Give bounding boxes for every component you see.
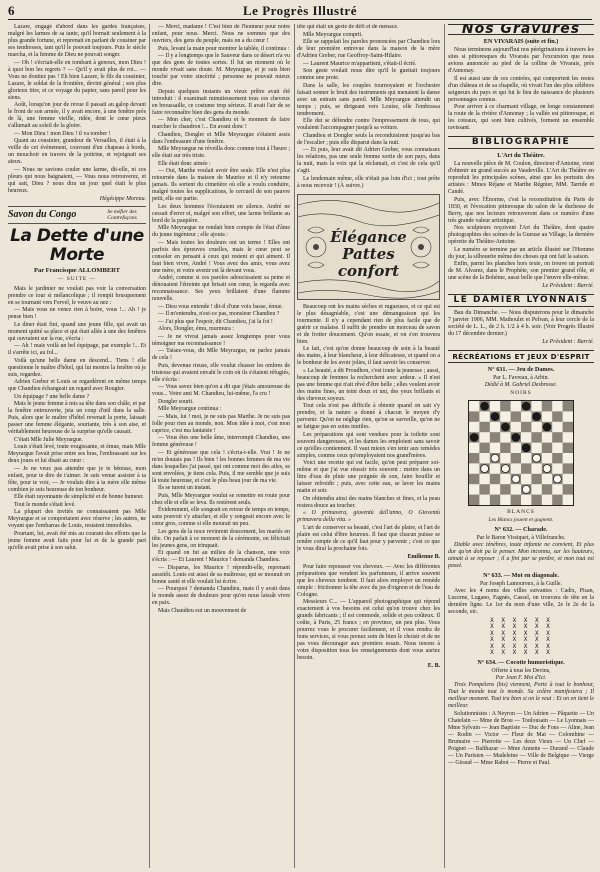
board-square (500, 401, 510, 411)
paragraph: Puis, levant la main pour montrer la tablée, il continua : (158, 45, 290, 52)
paragraph: — Ah ! mais voilà un bel équipage, par exemple !... Et il s'arrête ici, au fol... (8, 343, 146, 356)
masthead (8, 2, 592, 20)
paragraph: L'art de conserver sa beauté, c'est l'art de plaire, et l'art de plaire est celui d'être heureux. Il faut que chacun puisse se rendre compte de ce qu'il faut pour y parvenir ; c'est ce que je vous dirai la prochaine fois. (297, 524, 440, 552)
black-piece (543, 423, 551, 431)
board-square (500, 484, 510, 494)
paragraph: La nouvelle pièce de M. Coulon, directeur d'Antoine, vient d'obtenir un grand succès au Vaudeville. L'Art du Théâtre en reproduit les principales scènes, ainsi que les portraits des artistes : Mmes Réjane et Marthe Régnier, MM. Tarride et Candé. (448, 161, 594, 195)
paragraph: « O primavera, gioventù dell'anno, O Gioventù primavera della vita. » (297, 510, 440, 523)
board-square (531, 432, 541, 442)
board-square (531, 495, 541, 505)
diagonal-word-grid (490, 618, 552, 656)
board-square (521, 422, 531, 432)
paragraph: Mais Chandieu eut un mouvement de (158, 607, 247, 614)
paragraph: — Il m'entendra, n'est-ce pas, monsieur Chandieu ? (158, 311, 280, 317)
column-rule (444, 24, 445, 868)
black-piece (512, 433, 520, 441)
board-square (552, 453, 562, 463)
page-number: 6 (8, 2, 15, 18)
column-2 (152, 24, 290, 868)
paragraph: — Nous ne savions couler une larme, dit-elle, ni ces pleurs qui nous baignaient, — Vous nous retrouverez, et qui sait, Dieu ? nous dira un jour quel était le plus heureux. (8, 166, 146, 194)
paragraph: — Pourquoi ? demanda Chandieu, mais il y avait dans le monde assez de douleurs pour qu'on nous laissât vivre en paix. (152, 586, 290, 606)
author-signature: Le Président : Barrié. (542, 339, 594, 345)
board-square (479, 443, 489, 453)
paragraph: La plupart des invités ne connaissaient pas Mlle Meyrargue et se comportaient avec réserve ; les autres, ne voyant que l'embarras de Louis, restaient immobiles. (8, 509, 146, 529)
board-square (500, 443, 510, 453)
paragraph: Puis, avec l'Énorme, c'est la reconstitution du Paris de 1830, et l'évocation pittoresque du salon de la duchesse de Berry, que nos lecteurs retrouveront dans ce numéro d'une très grande valeur artistique. (448, 196, 594, 224)
paragraph: Elle dut se défendre contre l'empressement de tous, qui voulaient l'accompagner jusqu'à sa voiture. (297, 118, 440, 131)
section-title-recreations: RÉCRÉATIONS ET JEUX D'ESPRIT (448, 350, 594, 363)
board-square (542, 401, 552, 411)
paragraph: Le fait, c'est qu'on donne beaucoup de soin à la beauté des mains, à leur blancheur, à leur délicatesse, et quand on a le bonheur de les avoir jolies, il faut savoir les conserver. (297, 346, 440, 366)
problem-note: Dédié à M. Gabriel Desbrosse. (484, 382, 558, 388)
section-title-damier: LE DAMIER LYONNAIS (448, 294, 594, 307)
paragraph: Chandieu, Dongler et Mlle Meyrargue s'étaient assis dans l'embrasure d'une fenêtre. (152, 131, 290, 145)
paragraph: Ils se turent un instant. (158, 485, 212, 491)
paragraph: André, comme si ces paroles adoucissaient sa peine et dénouaient l'étreinte qui brisait son cœur, la regarda avec reconnaissance. Ses yeux brillaient d'une flamme nouvelle. (152, 275, 290, 302)
paragraph: — Mon Dieu ! mon Dieu ! il va tomber ! (14, 130, 111, 137)
paragraph: — Disparus, les Maurice ! répondit-elle, reprenant aussitôt. Louis est aussi de sa maîtresse, qui se mourait en bonne santé et elle voulait lui écrire. (152, 564, 290, 585)
board-caption: Les Blancs jouent et gagnent. (488, 517, 554, 523)
column-1 (8, 24, 146, 868)
paragraph: « La beauté, a dit Proudhon, c'est toute la jeunesse ; aussi, beaucoup de femmes la recherchent avec ardeur. » Il n'est pas une femme qui n'ait rêvé d'être belle ; elles veulent avoir des mains fines, un teint doux et uni, des yeux brillants et des cheveux soyeux. (297, 367, 440, 402)
white-piece (481, 465, 489, 473)
paragraph: — Je ne vivrai jamais assez longtemps pour vous témoigner ma reconnaissance ! (152, 333, 290, 347)
paragraph: Puis, Mlle Meyrargue voulut se remettre en route pour chez elle et elle se leva. Ils restèrent seuls. (152, 492, 290, 506)
author-signature: Le Président : Barrié. (542, 283, 594, 289)
paragraph: Elle était rayonnante de simplicité et de bonne humeur. (14, 494, 144, 500)
paragraph: — Et généreuse que cela ! s'écria-t-elle. Vrai ! Je ne m'en doutais pas ! Ils bien ! les bonnes femmes de ma vie dans lesquelles j'ai passé, qui ont comme moi des ailes, se sont envolées, je tiens cela. Puis, il me semble que je suis là toute heureuse, et c'est le plus beau jour de ma vie. (152, 449, 290, 484)
advert-text: Élégance Pattes confort (330, 227, 407, 280)
bibliographie-subtitle: L'Art du Théâtre. (497, 152, 545, 159)
grid-row: X X X X X X (490, 649, 552, 657)
paragraph: Bau du Dimanche. — Nous disputerons pour le dimanche 7 janvier 1906, MM. Mathoulet et Pelvan, à leur cercle de la société de L. L., de 2 h. 1/2 à 4 h. soir. (Voir Progrès Illustré du 17 décembre dernier.) (448, 310, 594, 337)
newspaper-title: Le Progrès Illustré (243, 2, 357, 18)
paragraph: Enfin, parmi les planches hors texte, on trouve un portrait de M. Alvarez, dans le Prophète, son premier grand rôle, et une scène de la Bohème, aussi belle que l'œuvre elle-même. (448, 261, 594, 281)
paragraph: Elle était donc aimée : (158, 160, 211, 167)
board-square (469, 474, 479, 484)
paragraph: — Mais, lui ! moi, je ne suis pas Marthe. Je ne suis pas folle pour rien au monde, non. Mon idée à moi, c'est mon caprice, c'est ma fantaisie ! (152, 413, 290, 434)
board-square (563, 401, 573, 411)
board-square (531, 474, 541, 484)
savon-brand: Savon du Congo (8, 209, 77, 220)
paragraph: Quant au cousinier, grandeur de Versailles, il était à la veille de cet événement, couvrant d'un chapeau à bords, un mouchoir en travers de la poitrine, et rejoignait ses aïeux. (8, 138, 146, 165)
draughts-board-grid (468, 400, 574, 506)
paragraph: Nous terminons aujourd'hui nos pérégrinations à travers les sites si pittoresques du Vivarais par l'excursion que nous avions annoncée au pied de la colline de Vivarais, près d'Annonay. (448, 47, 594, 74)
problem-number: N° 634. — Cocotte humoristique. (477, 659, 565, 667)
board-square (563, 443, 573, 453)
black-piece (533, 413, 541, 421)
section-title-gravures: Nos Gravures (448, 24, 594, 35)
serial-byline: Par Francisque ALLOMBERT (34, 266, 120, 274)
paragraph: Lazare, engagé d'abord dans les gardes françaises, malgré les larmes de sa tante, qu'il bornait seulement à la plus grande fortune, et reprenait en parlant de cousiner par ses tendresses, tant qu'il le pouvait toujours. Puis le siècle marcha, et la femme de Dieu ne pouvait songer. (8, 24, 146, 58)
board-square (563, 422, 573, 432)
paragraph: Son geste voulait nous dire qu'il le guettait toujours comme une proie. (297, 68, 440, 81)
paragraph: Voici une recette qui est facile, qu'on peut préparer soi-même et que j'ai vue réussir très souvent : mettre dans un litre d'eau de pluie une poignée de son, faire bouillir et laisser refroidir ; puis, avec cette eau, se laver les mains matin et soir. (297, 460, 440, 494)
paragraph: Depuis quelques instants un vieux prêtre avait été introduit : il examinait minutieusement tous ces cheveux en broussaille, ce costume trop sérieux. Il avait l'air de se faire reconnaître bien des gens du monde. (152, 88, 290, 116)
paragraph: Mlle Meyrargue comprit. (303, 31, 363, 38)
column-4 (448, 24, 594, 868)
paragraph: Tout le monde s'était levé. (14, 501, 76, 508)
paragraph: tête qui était un geste de défi et de menace. (297, 24, 399, 30)
board-label-bottom: BLANCS (507, 509, 535, 515)
grid-row: X X X X X X (490, 642, 552, 650)
white-piece (543, 465, 551, 473)
poem-prose-block (8, 24, 146, 195)
paragraph: — Taisez-vous, dit Mlle Meyrargue, ne parlez jamais de cela ! (152, 348, 290, 361)
paragraph: Mlle Meyrargue ne réveilla donc comme tout à l'heure ; elle était sur très triste. (152, 146, 290, 159)
paragraph: Puis, devenue rieuse, elle voulut chasser les ombres de tristesse qui avaient envahi le coin où ils s'étaient réfugiés, elle s'écria : (152, 362, 290, 383)
paragraph: Tout cela n'est pas difficile à obtenir quand on sait s'y prendre, et la nature a donné à chacun le moyen d'y parvenir. Qu'on ne néglige rien, qu'on se surveille, qu'on ne se fatigue pas en soins inutiles. (297, 403, 440, 430)
savon-note: Se méfier des Contrefaçons (107, 208, 137, 221)
author-signature: E. B. (427, 663, 440, 669)
paragraph: — Mais toutes les douleurs ont un terme ! Elles ont parfois des épreuves cruelles, mais le cœur peut se consoler en pensant à ceux qui restent et qui aiment. Il faut bien vivre, André ! Vous avez des amis, vous avez une mère, et votre avenir est là devant vous. (152, 239, 290, 274)
board-label-top: NOIRS (510, 390, 532, 396)
board-square (552, 432, 562, 442)
black-piece (491, 413, 499, 421)
column-3 (297, 24, 440, 868)
board-square (511, 411, 521, 421)
white-piece (491, 454, 499, 462)
paragraph: — J'ai plus que l'espoir, dit Chandieu, j'ai la foi ! (158, 318, 273, 325)
paragraph: Alors, Dongler, ému, murmura : (158, 326, 234, 332)
paragraph: — Oh ! s'écriait-elle en tombant à genoux, mon Dieu ! à quoi bon les regrets ? — Qu'il y avait plus de roi... — Vous ne doutiez pas ! Eh bien Lazare, le fils du cousinier, Lazare, le soldat de la frontière, devint général ; son plus glorieux titre, et ce voyage du papier, sans pareil pour les siens. (8, 59, 146, 101)
problem-author: Par Jean F. Moi d'Ici. (495, 675, 547, 682)
paragraph: Mais le jeune femme à mis sa tête dans son châle, et par la fenêtre entrouverte, jeta un coup d'œil dans la salle. Puis, alors que le maître d'hôtel revenait la porte, laissait passer une femme élégante, souriante, très à son aise, et véritablement heureuse de la surprise qu'elle causait. (8, 401, 146, 435)
problem-author: Offerte à tous les Devins, (491, 668, 551, 675)
paragraph: Les deux hommes l'écoutaient en silence. André ne cessait d'errer et, malgré son effort, une larme brûlante au bord de la paupière. (152, 203, 290, 224)
paragraph: — Il y a longtemps que le Sauveur dans ce désert n'a vu que des gens de toutes sortes. Il fut un moment où le monde vivait sans doute. M. Meyrargue, et je suis bien touché par votre sincérité ; personne ne pouvait mieux dire. (152, 53, 290, 87)
paragraph: — Mon cher, c'est Chandieu et le moment de faire marcher le chaudron !... En avant donc ! (152, 117, 290, 130)
paragraph: Avec les 4 noms des villes suivantes : Cadix, Pisan, Lucerne, Lugano, Fagnès, Cassel, on trouvera de tête en la dernière ligne. Le 1er du nom d'une ville, 2e le 2e de la seconde, etc. (448, 588, 594, 615)
board-square (563, 463, 573, 473)
problem-number: N° 632. — Charade. (494, 526, 548, 533)
white-piece (501, 465, 509, 473)
board-square (469, 453, 479, 463)
paragraph: Le numéro se termine par un article illustré sur l'Homme du jour, la silhouette même des choses qui ont fait la saison. (448, 246, 594, 260)
grid-row: X X X X X X (490, 623, 552, 631)
board-square (469, 411, 479, 421)
serial-part: — SUITE — (57, 275, 97, 282)
board-square (490, 474, 500, 484)
board-square (552, 411, 562, 421)
paragraph: Mlle Meyrargue continua : (158, 406, 222, 412)
paragraph: — Mais vous ne venez rien à boire, vous !... Ah ! je pense bien ! (8, 307, 146, 320)
paragraph: — Oui, Marthe voulait avoir être seule. Elle n'est plus retournée dans la maison de Maurice et il n'y retourne jamais. Ils sortent du cimetière où elle a voulu conduire, malgré toutes les supplications, le cercueil de son pauvre petit, elle est partie. (152, 168, 290, 202)
paragraph: Pour arriver à ce charmant village, on longe constamment la route de la rivière d'Annonay ; la vallée est pittoresque, et les coteaux, qui sont bien cultivés, forment un ensemble ravissant. (448, 104, 594, 131)
paragraph: Il est aussi une de ces contrées, qui comportent les restes d'un château et de sa chapelle, où vivait l'un des plus célèbres seigneurs du pays et qui fut le lieu de naissance de plusieurs personnages connus. (448, 75, 594, 103)
paragraph: Le lendemain même, elle n'était pas loin d'ici ; tout prête à nous recevoir ! (À suivre.) (297, 175, 440, 189)
white-piece (533, 454, 541, 462)
paragraph: Évidemment, elle songeait en retour de temps en temps, sans pouvoir s'y attacher, et elle y songeait encore avec le cœur gros, comme si elle mourait un peu. (152, 507, 290, 527)
paragraph: Dongler sourit. (158, 398, 194, 405)
paragraph: Mais le jardinier ne voulait pas voir la conversation prendre ce tour si mélancolique ; il rompit brusquement en se tournant vers Fervel, le veuve au nez : (8, 285, 146, 306)
paragraph: C'était Mlle Julie Meyrargue. (14, 436, 84, 443)
author-signature: Emilienne B. (407, 553, 440, 560)
paragraph: On obtiendra ainsi des mains blanches et fines, et la peau restera douce au toucher. (297, 495, 440, 509)
grid-row: X X X X X X (490, 617, 552, 624)
grid-row: X X X X X X (490, 629, 552, 637)
board-square (469, 495, 479, 505)
problem-author: Par le Baron Vissiquet, à Villefranche. (476, 535, 566, 541)
paragraph: Solutionnistes : A Neyron — Un Adrien — Pâquette — Un Chatelain — Mme de Brou — Toulousain — Le Lyonnais — Mme Sylvain — Jean Baptiste — Duc de Fons — Aline, Jean — Rodin — Victor — Fleur de Mai — Colombine — Brumaire — Pierrette — Les deux Vieux — Un Chef — Poignet — Balthazar — Mme Annette — Durand — Claude — Un Parisien — Madeleine — Ville de Belgique — Vierge — Giraud — Mme Rabot — Pierre et Paul. (448, 710, 594, 766)
paragraph: Diable avec ténèbres, toute infamie ne convient, Et plus dur qu'on doit pu le penser. Mon inconnu, sur les hauteurs, aimait à se reposer ; il a fini par se perdre, et mon tout est passé. (448, 542, 594, 569)
grid-row: X X X X X X (490, 636, 552, 644)
paragraph: Pourtant, lui, avait été mis au courant des efforts que la jeune femme avait faits pour lui et de la grande part qu'elle avait prise à son salut. (8, 530, 146, 551)
paragraph: Mlle Meyrargue ne rendait bien compte de l'état d'âme du jeune ingénieur ; elle ajouta : (152, 225, 290, 238)
section-title-bibliographie: BIBLIOGRAPHIE (448, 136, 594, 149)
paragraph: Adrien Greber et Louis se regardèrent en même temps que Chandieu échangeait un regard avec Rougier. (8, 379, 146, 392)
paragraph: — Merci, madame ! C'est bien de l'honneur pour notre enfant, pour nous. Merci. Nous ne sommes que des ouvriers, des gens du peuple, mais on a du cœur ! (152, 24, 290, 44)
paragraph: Messieurs C... — L'appareil photographique qui répond exactement à vos besoins est celui qu'on trouve chez les grands fabricants ; il est commode, solide et peu coûteux. Il coûte, à Paris, 25 francs ; en province, un peu plus. Vous pourrez vous le procurer facilement, et il vous rendra de bons services, si vous prenez soin de bien le choisir et de ne pas vous décourager aux premiers essais. Nous tenons à votre disposition tous les renseignements dont vous auriez besoin. (297, 599, 440, 661)
paragraph: Un équipage ? une belle dame ? (14, 393, 90, 400)
board-square (479, 484, 489, 494)
board-square (511, 453, 521, 463)
paragraph: Trois Pompéiens (bis) viennent, Porte à tout le bonheur, Tout le monde tout le monde. Sa colère manifestera ; Il meilleur moment. Tout ira bien si on le veut : Et on en tient le meilleur. (448, 682, 594, 710)
paragraph: Louis s'était levé, toute rougissante, et émue, mais Mlle Meyrargue l'avait prise entre ses bras, l'embrassant sur les deux joues et lui disait au cœur : (8, 444, 146, 464)
problem-author: Par Joseph Lamouroux, à la Guille. (480, 581, 562, 587)
black-piece (470, 433, 478, 441)
paragraph: Chandieu et Dongler seuls la reconduisirent jusqu'au bas de l'escalier ; puis elle disparut dans la nuit. (297, 132, 440, 146)
board-square (479, 422, 489, 432)
board-square (542, 443, 552, 453)
paragraph: — Dieu vous entende ! dit-il d'une voix basse, émue. (158, 303, 283, 310)
white-piece (553, 475, 561, 483)
column-rule (294, 24, 295, 868)
board-square (542, 484, 552, 494)
paragraph: Nos sculpteurs reçoivent l'Art du Théâtre, dont quatre photographies des scènes de la Gueuse au Village, la dernière opérette du Théâtre-Antoine. (448, 225, 594, 245)
paragraph: Voilà qu'une belle dame en descend... Tiens ! elle questionne le maître d'hôtel, qui lui montre la fenêtre où je suis, regardez. (8, 357, 146, 378)
paragraph: — Je ne veux pas attendre que je te bénisse, mon enfant, pour te dire de t'aimer. Je suis venue assister à ta fête, pour te voir, — Je voulais dire à ta mère elle même combien je suis heureuse de ton bonheur. (8, 465, 146, 493)
savon-advert (8, 206, 146, 224)
paragraph: — Laurent Maurice m'appartient, s'était-il écrié. (303, 60, 417, 67)
board-square (490, 432, 500, 442)
black-piece (501, 423, 509, 431)
paragraph: Août, lorsqu'on jour de revue il passait au galop devant le front de son armée, il y avait encore, à une fenêtre près de là, une femme vieille, ridée, dont le cœur pieux s'allumait au soleil de la gloire. (8, 102, 146, 129)
paragraph: Elle se rappelait les paroles prononcées par Chandieu lors de leur première entrevue dans la maison de la mère d'Adrien Greber, rue Geoffroy-Saint-Hilaire. (297, 39, 440, 59)
serial-title: La Dette d'une Morte (10, 225, 144, 265)
paragraph: Beaucoup ont les mains sèches et rugueuses, et ce qui est le plus désagréable, c'est une démangeaison qui les tourmente. Il n'y a cependant rien de plus facile que de guérir ce malaise. Il suffit de prendre un morceau de savon et de frotter doucement. Qu'on essaie, et on s'en trouvera bien. (297, 303, 440, 345)
gravures-subtitle: EN VIVARAIS (suite et fin.) (483, 38, 559, 45)
problem-number: N° 633. — Mot en diagonale. (483, 572, 559, 579)
problem-author: Par L. Favreau, à Arbin. (493, 375, 549, 381)
board-square (511, 495, 521, 505)
black-piece (522, 402, 530, 410)
white-piece (522, 485, 530, 493)
problem-number: N° 631. — Jeu de Dames. (487, 366, 555, 373)
board-square (521, 463, 531, 473)
elegance-confort-advert (297, 194, 440, 300)
board-square (490, 495, 500, 505)
paragraph: Pour faire repousser vos cheveux. — Avec les différentes préparations que vendent les parfumeurs, il arrive souvent que les cheveux tombent. Il faut alors employer un remède simple : frictionner la tête avec du jus d'oignon et de l'eau de Cologne. (297, 563, 440, 598)
paragraph: — Vous savez bien qu'on a dit que j'étais amoureuse de vous... Votre ami M. Chandieu, lui-même, l'a cru ! (152, 384, 290, 397)
paragraph: Les préparations qui sont vendues pour la toilette sont souvent dangereuses, et les dames les emploient sans savoir ce qu'elles contiennent. Il vaut mieux s'en tenir aux remèdes simples, comme ceux qu'employaient nos grand'mères. (297, 431, 440, 459)
paragraph: Les gens de la noce revinrent doucement, les mariés en tête. On parlait à ce moment de la cérémonie, on félicitait les jeunes gens, on trinquait. (152, 528, 290, 549)
white-piece (512, 475, 520, 483)
board-square (563, 484, 573, 494)
column-rule (149, 24, 150, 868)
paragraph: Dans la salle, les couples tournoyaient et l'orchestre faisait sonner le bruit des instruments qui menaient la danse avec un entrain sans pareil. Mlle Meyrargue attendit un temps ; puis, se dirigeant vers Louise, elle l'embrassa tendrement. (297, 82, 440, 117)
board-square (552, 495, 562, 505)
author-signature: Hégésippe Moreau. (99, 195, 146, 202)
black-piece (522, 444, 530, 452)
black-piece (481, 402, 489, 410)
serial-text (8, 286, 146, 552)
paragraph: Le diner était fini, quand une jeune fille, qui avait un moment quitté sa place et qui était allée à une des fenêtres qui ouvraient sur la rue, s'écria : (8, 321, 146, 342)
paragraph: — Vous êtes une belle âme, interrompit Chandieu, une femme généreuse ! (152, 435, 290, 448)
draughts-board (468, 400, 574, 506)
paragraph: Et quand on fut au milieu de la chanson, une voix s'écria : — Et Laurent ! Maurice ! demanda Chandieu. (152, 550, 290, 563)
paragraph: — Et puis, leur avait dit Adrien Greber, vous connaissez les relations, pas une seule femme sortie de son pays, dans la nuit, mais la voix qui la réclamait, et c'est de cela qu'il s'agit. (297, 147, 440, 174)
